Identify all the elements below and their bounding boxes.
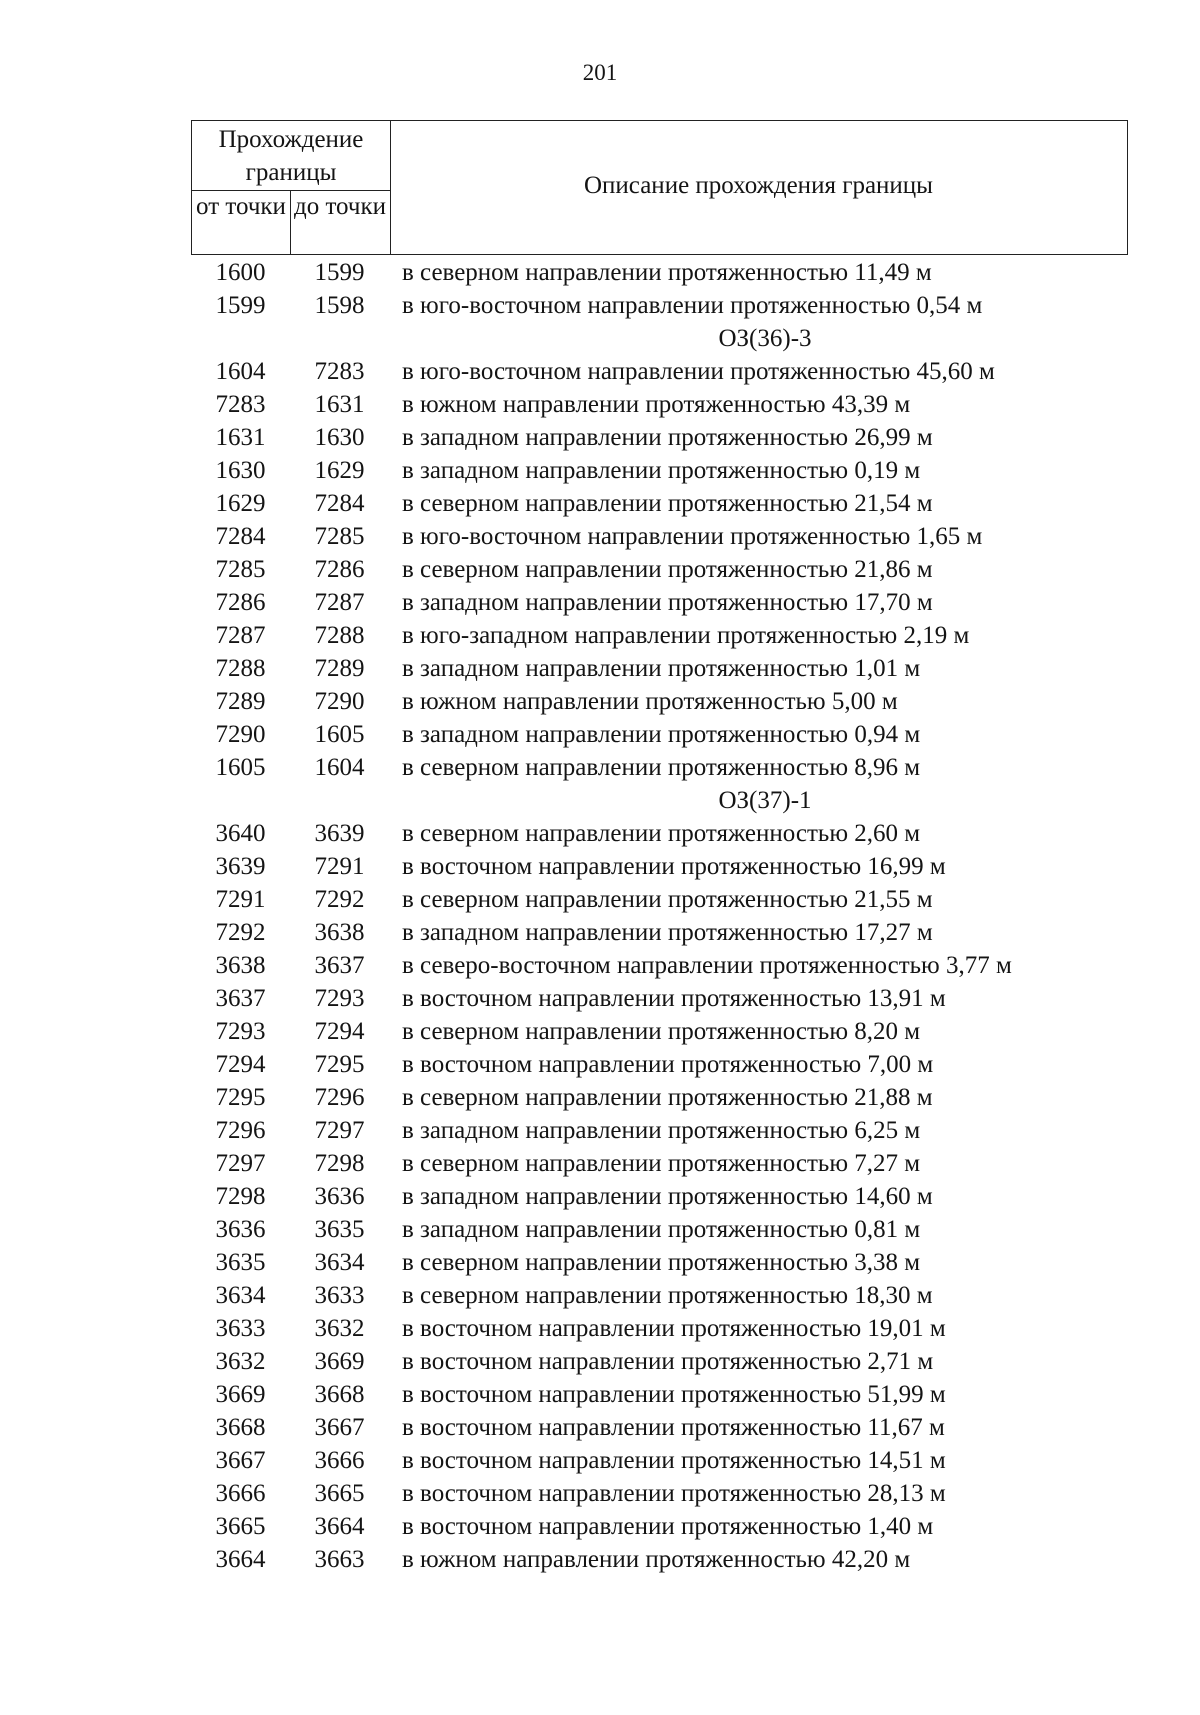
to-point-cell: 3663 [314,1546,365,1573]
description-cell: в западном направлении протяженностью 6,25 м [402,1117,921,1144]
table-row [0,817,1200,850]
from-point-cell: 7296 [215,1117,266,1144]
table-row [0,1246,1200,1279]
from-point-cell: 1630 [215,457,266,484]
to-point-cell: 3664 [314,1513,365,1540]
table-row [0,850,1200,883]
from-point-cell: 7287 [215,622,266,649]
description-cell: в северном направлении протяженностью 8,96 м [402,754,921,781]
section-heading: ОЗ(36)-3 [718,325,812,352]
to-point-cell: 1630 [314,424,365,451]
description-cell: в западном направлении протяженностью 0,94 м [402,721,921,748]
from-point-cell: 3664 [215,1546,266,1573]
table-row [0,1114,1200,1147]
table-row [0,685,1200,718]
table-row [0,1213,1200,1246]
from-point-cell: 3669 [215,1381,266,1408]
from-point-cell: 3667 [215,1447,266,1474]
table-row [0,1015,1200,1048]
header-to-point: до точки [290,190,391,254]
description-cell: в восточном направлении протяженностью 19,01 м [402,1315,946,1342]
from-point-cell: 7286 [215,589,266,616]
table-row [0,1147,1200,1180]
to-point-cell: 3669 [314,1348,365,1375]
description-cell: в восточном направлении протяженностью 28,13 м [402,1480,946,1507]
description-cell: в южном направлении протяженностью 5,00 м [402,688,898,715]
table-row [0,1510,1200,1543]
table-row [0,256,1200,289]
description-cell: в северном направлении протяженностью 8,20 м [402,1018,921,1045]
header-description: Описание прохождения границы [584,171,933,199]
from-point-cell: 1631 [215,424,266,451]
to-point-cell: 7287 [314,589,365,616]
from-point-cell: 3637 [215,985,266,1012]
table-header [191,120,1128,255]
from-point-cell: 1599 [215,292,266,319]
description-cell: в северном направлении протяженностью 3,38 м [402,1249,921,1276]
to-point-cell: 1598 [314,292,365,319]
description-cell: в юго-западном направлении протяженностью 2,19 м [402,622,970,649]
description-cell: в северном направлении протяженностью 21,88 м [402,1084,933,1111]
from-point-cell: 3632 [215,1348,266,1375]
table-row [0,355,1200,388]
from-point-cell: 3635 [215,1249,266,1276]
to-point-cell: 7288 [314,622,365,649]
description-cell: в восточном направлении протяженностью 1,40 м [402,1513,934,1540]
table-row [0,421,1200,454]
table-row [0,1411,1200,1444]
to-point-cell: 7291 [314,853,365,880]
to-point-cell: 3639 [314,820,365,847]
from-point-cell: 3633 [215,1315,266,1342]
table-row [0,289,1200,322]
from-point-cell: 7298 [215,1183,266,1210]
to-point-cell: 7289 [314,655,365,682]
from-point-cell: 1600 [215,259,266,286]
table-row [0,619,1200,652]
to-point-cell: 3667 [314,1414,365,1441]
to-point-cell: 3665 [314,1480,365,1507]
table-row [0,520,1200,553]
from-point-cell: 7297 [215,1150,266,1177]
description-cell: в северном направлении протяженностью 21,54 м [402,490,933,517]
from-point-cell: 3665 [215,1513,266,1540]
description-cell: в западном направлении протяженностью 17,70 м [402,589,933,616]
description-cell: в северном направлении протяженностью 7,27 м [402,1150,921,1177]
from-point-cell: 7292 [215,919,266,946]
from-point-cell: 7284 [215,523,266,550]
to-point-cell: 3668 [314,1381,365,1408]
table-row [0,388,1200,421]
description-cell: в западном направлении протяженностью 17,27 м [402,919,933,946]
description-cell: в южном направлении протяженностью 43,39 м [402,391,911,418]
from-point-cell: 7295 [215,1084,266,1111]
to-point-cell: 1629 [314,457,365,484]
page-number: 201 [582,60,618,85]
description-cell: в северо-восточном направлении протяженностью 3,77 м [402,952,1012,979]
description-cell: в восточном направлении протяженностью 14,51 м [402,1447,946,1474]
from-point-cell: 7285 [215,556,266,583]
description-cell: в юго-восточном направлении протяженностью 1,65 м [402,523,983,550]
description-cell: в северном направлении протяженностью 21,55 м [402,886,933,913]
from-point-cell: 1629 [215,490,266,517]
table-body [0,256,1200,1576]
description-cell: в западном направлении протяженностью 0,81 м [402,1216,921,1243]
table-row [0,1180,1200,1213]
to-point-cell: 3638 [314,919,365,946]
description-cell: в юго-восточном направлении протяженностью 0,54 м [402,292,983,319]
to-point-cell: 7284 [314,490,365,517]
table-row [0,1543,1200,1576]
table-row [0,1378,1200,1411]
from-point-cell: 3634 [215,1282,266,1309]
table-row [0,652,1200,685]
description-cell: в восточном направлении протяженностью 51,99 м [402,1381,946,1408]
from-point-cell: 7289 [215,688,266,715]
description-cell: в юго-восточном направлении протяженностью 45,60 м [402,358,995,385]
description-cell: в западном направлении протяженностью 0,19 м [402,457,921,484]
from-point-cell: 1605 [215,754,266,781]
to-point-cell: 7293 [314,985,365,1012]
description-cell: в восточном направлении протяженностью 7,00 м [402,1051,934,1078]
to-point-cell: 1605 [314,721,365,748]
to-point-cell: 7292 [314,886,365,913]
table-row [0,553,1200,586]
to-point-cell: 3666 [314,1447,365,1474]
table-row [0,1312,1200,1345]
from-point-cell: 3640 [215,820,266,847]
description-cell: в восточном направлении протяженностью 16,99 м [402,853,946,880]
from-point-cell: 7293 [215,1018,266,1045]
description-cell: в южном направлении протяженностью 42,20 м [402,1546,911,1573]
from-point-cell: 7294 [215,1051,266,1078]
to-point-cell: 7295 [314,1051,365,1078]
to-point-cell: 7298 [314,1150,365,1177]
from-point-cell: 3638 [215,952,266,979]
description-cell: в восточном направлении протяженностью 11,67 м [402,1414,945,1441]
description-cell: в северном направлении протяженностью 21,86 м [402,556,933,583]
description-cell: в западном направлении протяженностью 1,01 м [402,655,921,682]
description-cell: в восточном направлении протяженностью 13,91 м [402,985,946,1012]
to-point-cell: 1631 [314,391,365,418]
table-row [0,982,1200,1015]
table-row [0,718,1200,751]
to-point-cell: 3632 [314,1315,365,1342]
to-point-cell: 7294 [314,1018,365,1045]
table-row [0,1081,1200,1114]
from-point-cell: 7291 [215,886,266,913]
to-point-cell: 1604 [314,754,365,781]
from-point-cell: 3639 [215,853,266,880]
from-point-cell: 7283 [215,391,266,418]
to-point-cell: 7297 [314,1117,365,1144]
to-point-cell: 7283 [314,358,365,385]
to-point-cell: 1599 [314,259,365,286]
to-point-cell: 3635 [314,1216,365,1243]
description-cell: в северном направлении протяженностью 2,60 м [402,820,921,847]
description-cell: в западном направлении протяженностью 26,99 м [402,424,933,451]
to-point-cell: 7290 [314,688,365,715]
table-row [0,1279,1200,1312]
table-row [0,1477,1200,1510]
table-row [0,751,1200,784]
from-point-cell: 3668 [215,1414,266,1441]
table-row [0,1048,1200,1081]
description-cell: в западном направлении протяженностью 14,60 м [402,1183,933,1210]
from-point-cell: 7288 [215,655,266,682]
to-point-cell: 3633 [314,1282,365,1309]
to-point-cell: 3634 [314,1249,365,1276]
section-heading: ОЗ(37)-1 [718,787,812,814]
to-point-cell: 3637 [314,952,365,979]
table-row [0,454,1200,487]
table-row [0,487,1200,520]
from-point-cell: 1604 [215,358,266,385]
table-row [0,916,1200,949]
from-point-cell: 3666 [215,1480,266,1507]
table-row [0,949,1200,982]
to-point-cell: 7296 [314,1084,365,1111]
to-point-cell: 3636 [314,1183,365,1210]
table-row [0,586,1200,619]
table-row [0,1444,1200,1477]
table-row [0,883,1200,916]
description-cell: в северном направлении протяженностью 18,30 м [402,1282,933,1309]
description-cell: в северном направлении протяженностью 11,49 м [402,259,932,286]
to-point-cell: 7285 [314,523,365,550]
table-row [0,1345,1200,1378]
description-cell: в восточном направлении протяженностью 2,71 м [402,1348,934,1375]
from-point-cell: 7290 [215,721,266,748]
from-point-cell: 3636 [215,1216,266,1243]
header-boundary-passage: Прохождение границы [192,121,391,191]
header-from-point: от точки [192,190,291,254]
to-point-cell: 7286 [314,556,365,583]
